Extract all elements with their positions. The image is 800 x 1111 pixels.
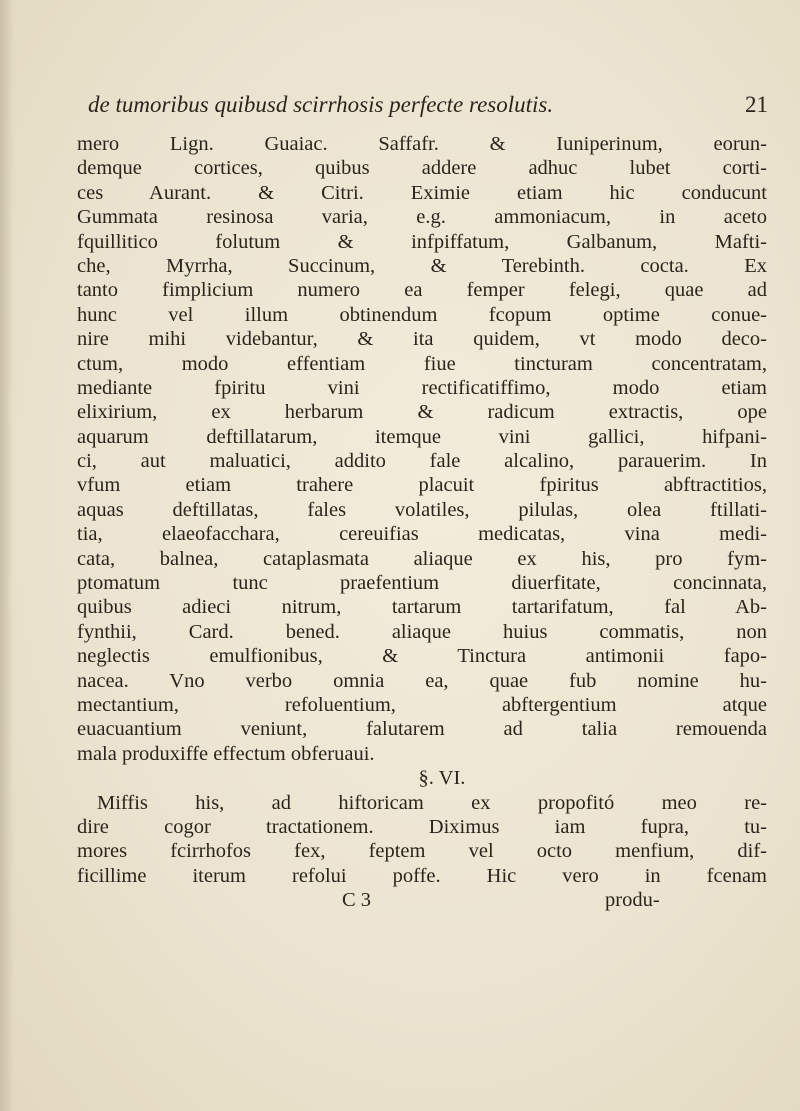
text-line: fynthii, Card. bened. aliaque huius commatis, non bbox=[77, 620, 767, 643]
text-line: ci, aut maluatici, addito fale alcalino, parauerim. In bbox=[77, 450, 767, 473]
text-line: ficillime iterum refolui poffe. Hic vero in fcenam bbox=[77, 864, 767, 887]
section-heading: §. VI. bbox=[418, 767, 466, 790]
text-line: Gummata resinosa varia, e.g. ammoniacum, in aceto bbox=[77, 206, 767, 229]
text-line: aquas deftillatas, fales volatiles, pilulas, olea ftillati- bbox=[77, 498, 767, 521]
running-head bbox=[88, 92, 768, 126]
text-line: mectantium, refoluentium, abftergentium atque bbox=[77, 693, 767, 716]
text-line: dire cogor tractationem. Diximus iam fupra, tu- bbox=[77, 815, 767, 838]
page-number: 21 bbox=[745, 92, 768, 117]
signature-mark: C 3 bbox=[342, 889, 372, 912]
text-line: tia, elaeofacchara, cereuifias medicatas, vina medi- bbox=[77, 523, 767, 546]
text-line: fquillitico folutum & infpiffatum, Galbanum, Mafti- bbox=[77, 230, 767, 253]
text-line: cata, balnea, cataplasmata aliaque ex his, pro fym- bbox=[77, 547, 767, 570]
body-text bbox=[77, 132, 767, 913]
page-gutter-shadow bbox=[0, 0, 14, 1111]
text-line: ptomatum tunc praefentium diuerfitate, concinnata, bbox=[77, 572, 767, 595]
text-line: hunc vel illum obtinendum fcopum optime conue- bbox=[77, 303, 767, 326]
text-line: mediante fpiritu vini rectificatiffimo, modo etiam bbox=[77, 376, 767, 399]
text-line: ces Aurant. & Citri. Eximie etiam hic conducunt bbox=[77, 181, 767, 204]
text-line-last: mala produxiffe effectum obferuaui. bbox=[77, 742, 375, 765]
text-line: mores fcirrhofos fex, feptem vel octo menfium, dif- bbox=[77, 840, 767, 863]
text-line: demque cortices, quibus addere adhuc lubet corti- bbox=[77, 157, 767, 180]
text-line: quibus adieci nitrum, tartarum tartarifatum, fal Ab- bbox=[77, 596, 767, 619]
text-line: tanto fimplicium numero ea femper felegi, quae ad bbox=[77, 279, 767, 302]
catchword: produ- bbox=[605, 889, 660, 912]
text-line: vfum etiam trahere placuit fpiritus abftractitios, bbox=[77, 474, 767, 497]
text-line: nacea. Vno verbo omnia ea, quae fub nomine hu- bbox=[77, 669, 767, 692]
text-line: ctum, modo effentiam fiue tincturam concentratam, bbox=[77, 352, 767, 375]
text-line: euacuantium veniunt, falutarem ad talia remouenda bbox=[77, 718, 767, 741]
catchline bbox=[77, 888, 767, 912]
text-line: mero Lign. Guaiac. Saffafr. & Iuniperinum, eorun- bbox=[77, 133, 767, 155]
running-head-title: de tumoribus quibusd scirrhosis perfecte resolutis. bbox=[88, 92, 554, 117]
text-line: aquarum deftillatarum, itemque vini gallici, hifpani- bbox=[77, 425, 767, 448]
text-line: neglectis emulfionibus, & Tinctura antimonii fapo- bbox=[77, 645, 767, 668]
text-line: nire mihi videbantur, & ita quidem, vt modo deco- bbox=[77, 328, 767, 351]
text-line: che, Myrrha, Succinum, & Terebinth. cocta. Ex bbox=[77, 254, 767, 277]
text-line: Miffis his, ad hiftoricam ex propofitó meo re- bbox=[97, 791, 767, 814]
text-line: elixirium, ex herbarum & radicum extractis, ope bbox=[77, 401, 767, 424]
